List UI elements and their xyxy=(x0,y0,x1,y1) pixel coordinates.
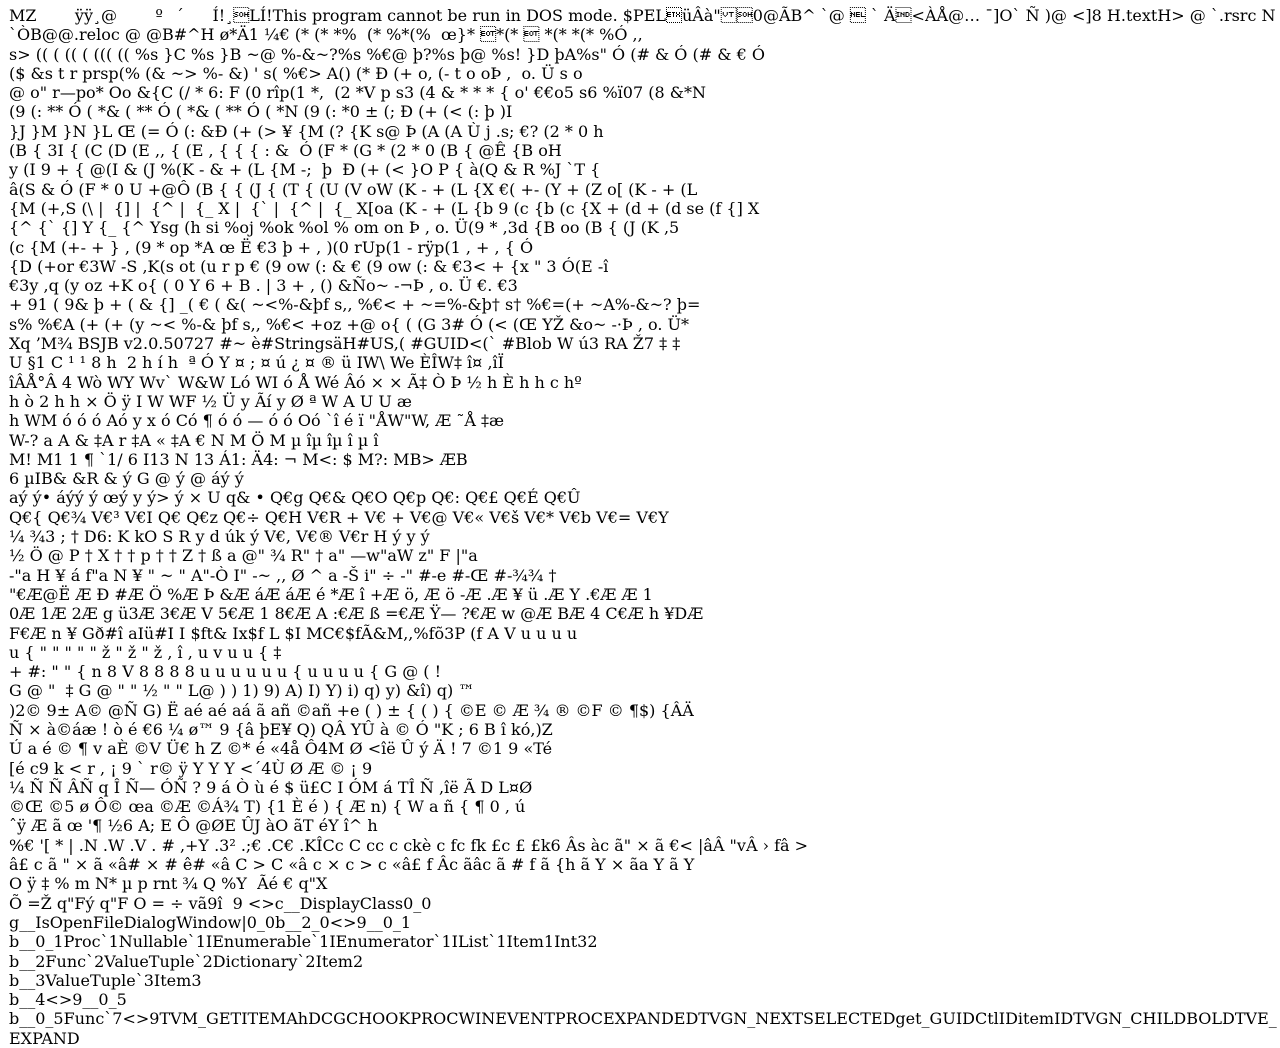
text-line: W-? a A & ‡A r ‡A « ‡A € N M Ö M µ îµ îµ î µ î xyxy=(9,430,379,450)
text-line: 6 µIB& &R & ý G @ ý @ áý ý xyxy=(9,469,244,489)
text-line: (c {M (+- + } , (9 * op *A œ Ë €3 þ + , )(0 rUp(1 - rÿp(1 , + , { Ó xyxy=(9,237,534,257)
text-line: b__3ValueTuple`3Item3 xyxy=(9,970,202,990)
text-line: {^ {` {] Y {_ {^ Ysg (h si %oj %ok %ol % om on Þ , o. Ü(9 * ,3d {B oo (B { (J (K ,5 xyxy=(9,218,680,238)
text-line: ˆÿ Æ ã œ '¶ ½6 A; E Ô @ØE ÛJ àO ãT éY î^ h xyxy=(9,816,378,836)
text-line: h ò 2 h h × Ö ÿ I W WF ½ Ü y Ãí y Ø ª W A U U æ xyxy=(9,391,412,411)
text-line: g__IsOpenFileDialogWindow|0_0b__2_0<>9__0_1 xyxy=(9,912,412,932)
text-line: €3y ,q (y oz +K o{ ( 0 Y 6 + B . | 3 + , () &Ño~ -¬Þ , o. Ü €. €3 xyxy=(9,276,518,296)
text-line: ($ &s t r prsp(% (& ~> %- &) ' s( %€> A() (* Ð (+ o, (- t o oÞ , o. Ü s o xyxy=(9,63,583,83)
text-line: y (I 9 + { @(I & (J %(K - & + (L {M -; þ Ð (+ (< }O P { à(Q & R %J `T { xyxy=(9,160,601,180)
text-line: îÂÅ°Â 4 Wò WY Wv` W&W Ló WI ó Å Wé Âó × × Ã‡ Ò Þ ½ h È h h c hº xyxy=(9,372,582,392)
text-line: â(S & Ó (F * 0 U +@Ô (B { { (J { (T { (U (V oW (K - + (L {X €( +- (Y + (Z o[ (K - + (L xyxy=(9,179,698,199)
text-line: M! M1 1 ¶ `1/ 6 I13 N 13 Á1: Ä4: ¬ M<: $ M?: MB> ÆB xyxy=(9,449,468,469)
text-line: {D (+or €3W -S ,K(s ot (u r p € (9 ow (: & € (9 ow (: & €3< + {x " 3 Ó(E -î xyxy=(9,256,609,276)
text-line: ¼ Ñ Ñ ÂÑ q Î Ñ— ÓÑ ? 9 á Ò ù é $ ü£C I ÓM á TÎ Ñ ,îë Ã D L¤Ø xyxy=(9,777,533,797)
text-line: b__0_1Proc`1Nullable`1IEnumerable`1IEnumerator`1IList`1Item1Int32 xyxy=(9,932,598,952)
text-line: u { " " " " " ž " ž " ž , î , u v u u { ‡ xyxy=(9,642,282,662)
text-line: ½ Ö @ P † X † † p † † Z † ß a @" ¾ R" † a" —w"aW z" F |"a xyxy=(9,546,478,566)
text-line: MZÿÿ¸@ º´ Í!¸LÍ!This program cannot be run in DOS mode. $PELüÂà" 0@ÃB^ `@ ` Ä<ÀÅ@… ¯]O` Ñ )@ <]8 H.textH> @ `.rsrc N`ÒB@@.reloc @ @B#^H ø*Ä1 ¼€ (* (* *% (* %*(% œ}* *(*  *(* *(* %Ó ,, xyxy=(9,6,1276,45)
text-line: G @ " ‡ G @ " " ½ " " L@ ) ) 1) 9) A) I) Y) i) q) y) &î) q) ™ xyxy=(9,681,475,701)
text-line: h WM ó ó ó Aó y x ó Có ¶ ó ó — ó ó Oó `î é ï "ÅW"W, Æ ˜Å ‡æ xyxy=(9,411,504,431)
text-line: (B { 3I { (C (D (E ,, { (E , { { { : & Ó (F * (G * (2 * 0 (B { @Ê {B oH xyxy=(9,141,562,161)
text-line: -"a H ¥ á f"a N ¥ " ~ " A"-Ò I" -~ ,, Ø ^ a -Š i" ÷ -" #-e #-Œ #-¾¾ † xyxy=(9,565,557,585)
text-line: 0Æ 1Æ 2Æ g ü3Æ 3€Æ V 5€Æ 1 8€Æ A :€Æ ß =€Æ Ÿ— ?€Æ w @Æ BÆ 4 C€Æ h ¥DÆ xyxy=(9,604,704,624)
text-line: Ñ × à©áæ ! ò é €6 ¼ ø™ 9 {â þE¥ Q) QÂ YÛ à © Ó "K ; 6 B î kó,)Z xyxy=(9,719,553,739)
text-line: (9 (: ** Ó ( *& ( ** Ó ( *& ( ** Ó ( *N (9 (: *0 ± (; Ð (+ (< (: þ )I xyxy=(9,102,513,122)
text-line: + #: " " { n 8 V 8 8 8 8 u u u u u u { u u u u { G @ ( ! xyxy=(9,662,442,682)
text-line: O ÿ ‡ % m N* µ p rnt ¾ Q %Y Ãé € q"X xyxy=(9,874,328,894)
text-line: ¼ ¾3 ; † D6: K kO S R y d úk ý V€, V€® V€r H ý y ý xyxy=(9,527,430,547)
text-line: Ú a é © ¶ v aÈ ©V Ü€ h Z ©* é «4å Ô4M Ø <îë Û ý Ä ! 7 ©1 9 «Té xyxy=(9,739,553,759)
text-line: â£ c ã " × ã «â# × # ê# «â C > C «â c × c > c «â£ f Âc ãâc ã # f ã {h ã Y × ãa Y ã Y xyxy=(9,855,695,875)
text-line: }J }M }N }L Œ (= Ó (: &Ð (+ (> ¥ {M (? {K s@ Þ (A (A Ù j .s; €? (2 * 0 h xyxy=(9,121,604,141)
text-line: )2© 9± A© @Ñ G) Ë aé aé aá ã añ ©añ +e ( ) ± { ( ) { ©E © Æ ¾ ® ©F © ¶$) {ÂÄ xyxy=(9,700,694,720)
text-line: b__4<>9__0_5 xyxy=(9,990,127,1010)
text-line: [é c9 k < r , ¡ 9 ` r© ÿ Y Y Y <´4Ù Ø Æ © ¡ 9 xyxy=(9,758,373,778)
text-line: {M (+,S (\ | {] | {^ | {_ X | {` | {^ | {_ X[oa (K - + (L {b 9 (c {b (c {X + (d + (d se (f {] X xyxy=(9,198,760,218)
text-line: F€Æ n ¥ Gð#î aIü#I I $ft& Ix$f L $I MC€$fÃ&M,,%fõ3P (f A V u u u u xyxy=(9,623,578,643)
text-line: + 91 ( 9& þ + ( & {] _( € ( &( ~<%-&þf s,, %€< + ~=%-&þ† s† %€=(+ ~A%-&~? þ= xyxy=(9,295,701,315)
text-line: s> (( ( (( ( ((( (( %s }C %s }B ~@ %-&~?%s %€@ þ?%s þ@ %s! }D þA%s" Ó (# & Ó (# & € Ó xyxy=(9,44,765,64)
text-line: "€Æ@Ë Æ Ð #Æ Ö %Æ Þ &Æ áÆ áÆ é *Æ î +Æ ö, Æ ö -Æ .Æ ¥ ü .Æ Y .€Æ Æ 1 xyxy=(9,584,653,604)
text-line: aý ý• áýý ý œý y ý> ý × U q& • Q€g Q€& Q€O Q€p Q€: Q€£ Q€É Q€Û xyxy=(9,488,581,508)
text-line: U §1 C ¹ ¹ 8 h 2 h í h ª Ó Y ¤ ; ¤ ú ¿ ¤ ® ü IW\ We ÈÎW‡ î¤ ,îÏ xyxy=(9,353,504,373)
text-line: %€ '[ * | .N .W .V . # ,+Y .3² .;€ .C€ .KÎCc C cc c ckè c fc fk £c £ £k6 Âs àc ã" × ã €< |âÂ "vÂ › fâ > xyxy=(9,835,809,855)
text-line: Q€{ Q€¾ V€³ V€I Q€ Q€z Q€÷ Q€H V€R + V€ + V€@ V€« V€š V€* V€b V€= V€Y xyxy=(9,507,669,527)
text-line: Xq ’M¾ BSJB v2.0.50727 #~ è#StringsäH#US,( #GUID<(` #Blob W ú3 RA Ž7 ‡ ‡ xyxy=(9,334,681,354)
text-line: Õ =Ž q"Fý q"F O = ÷ vã9î 9 <>c__DisplayClass0_0 xyxy=(9,893,432,913)
text-line: b__2Func`2ValueTuple`2Dictionary`2Item2 xyxy=(9,951,364,971)
text-line: b__0_5Func`7<>9TVM_GETITEMAhDCGCHOOKPROCWINEVENTPROCEXPANDEDTVGN_NEXTSELECTEDget_GUIDCtlIDitemIDTVGN_CHILDBOLDTVE_EXPAND xyxy=(9,1009,1277,1048)
text-line: s% %€A (+ (+ (y ~< %-& þf s,, %€< +oz +@ o{ ( (G 3# Ó (< (Œ YŽ &o~ -·Þ , o. Ü* xyxy=(9,314,690,334)
text-line: @ o" r—po* Oo &{C (/ * 6: F (0 rîp(1 *, (2 *V p s3 (4 & * * * { o' €€o5 s6 %ï07 (8 &*N xyxy=(9,83,706,103)
text-line: ©Œ ©5 ø Ô© œa ©Æ ©Á¾ T) {1 È é ) { Æ n) { W a ñ { ¶ 0 , ú xyxy=(9,797,526,817)
